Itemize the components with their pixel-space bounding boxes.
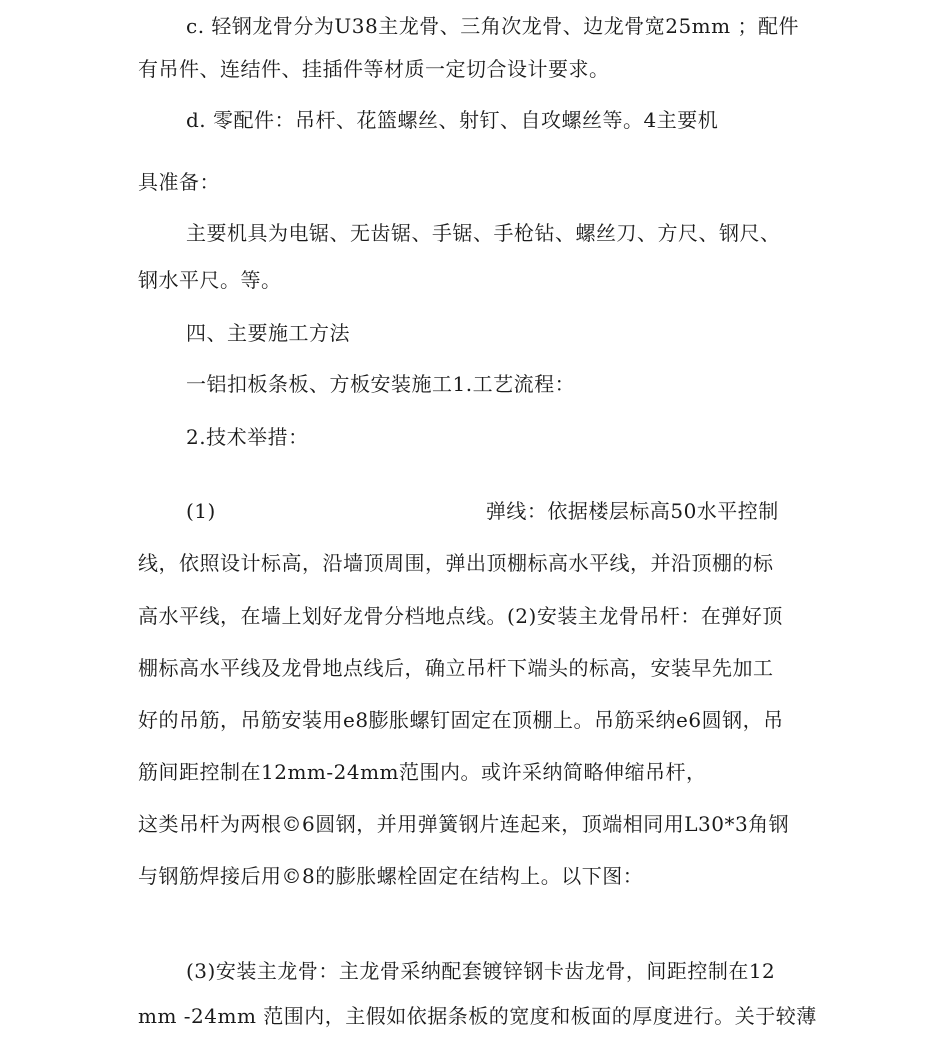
section-heading: 四、主要施工方法: [186, 321, 350, 345]
paragraph-line: (3)安装主龙骨：主龙骨采纳配套镀锌钢卡齿龙骨，间距控制在12: [186, 959, 776, 983]
paragraph-line: 这类吊杆为两根©6圆钢，并用弹簧钢片连起来，顶端相同用L30*3角钢: [138, 812, 790, 836]
split-line-left: (1): [186, 499, 216, 523]
paragraph-line: 筋间距控制在12mm-24mm范围内。或许采纳简略伸缩吊杆，: [138, 760, 707, 784]
split-line-right: 弹线：依据楼层标高50水平控制: [485, 499, 779, 523]
paragraph-line: 与钢筋焊接后用©8的膨胀螺栓固定在结构上。以下图：: [138, 864, 644, 888]
paragraph-line: mm -24mm 范围内，主假如依据条板的宽度和板面的厚度进行。关于较薄: [138, 1004, 817, 1028]
paragraph-line: 具准备：: [138, 170, 220, 194]
paragraph-line: 好的吊筋，吊筋安装用e8膨胀螺钉固定在顶棚上。吊筋采纳e6圆钢，吊: [138, 708, 784, 732]
paragraph-line: 线，依照设计标高，沿墙顶周围，弹出顶棚标高水平线，并沿顶棚的标: [138, 551, 774, 575]
paragraph-line: 高水平线，在墙上划好龙骨分档地点线。(2)安装主龙骨吊杆：在弹好顶: [138, 604, 783, 628]
paragraph-line: c. 轻钢龙骨分为U38主龙骨、三角次龙骨、边龙骨宽25mm ；配件: [186, 14, 799, 38]
split-line: [186, 498, 779, 524]
paragraph-line: 钢水平尺。等。: [138, 268, 282, 292]
paragraph-line: 棚标高水平线及龙骨地点线后，确立吊杆下端头的标高，安装早先加工: [138, 656, 774, 680]
paragraph-line: 一铝扣板条板、方板安装施工1.工艺流程：: [186, 372, 576, 396]
paragraph-line: 2.技术举措：: [186, 425, 309, 449]
paragraph-line: d. 零配件：吊杆、花篮螺丝、射钉、自攻螺丝等。4主要机: [186, 108, 719, 132]
paragraph-line: 主要机具为电锯、无齿锯、手锯、手枪钻、螺丝刀、方尺、钢尺、: [186, 221, 781, 245]
paragraph-line: 有吊件、连结件、挂插件等材质一定切合设计要求。: [138, 57, 610, 81]
